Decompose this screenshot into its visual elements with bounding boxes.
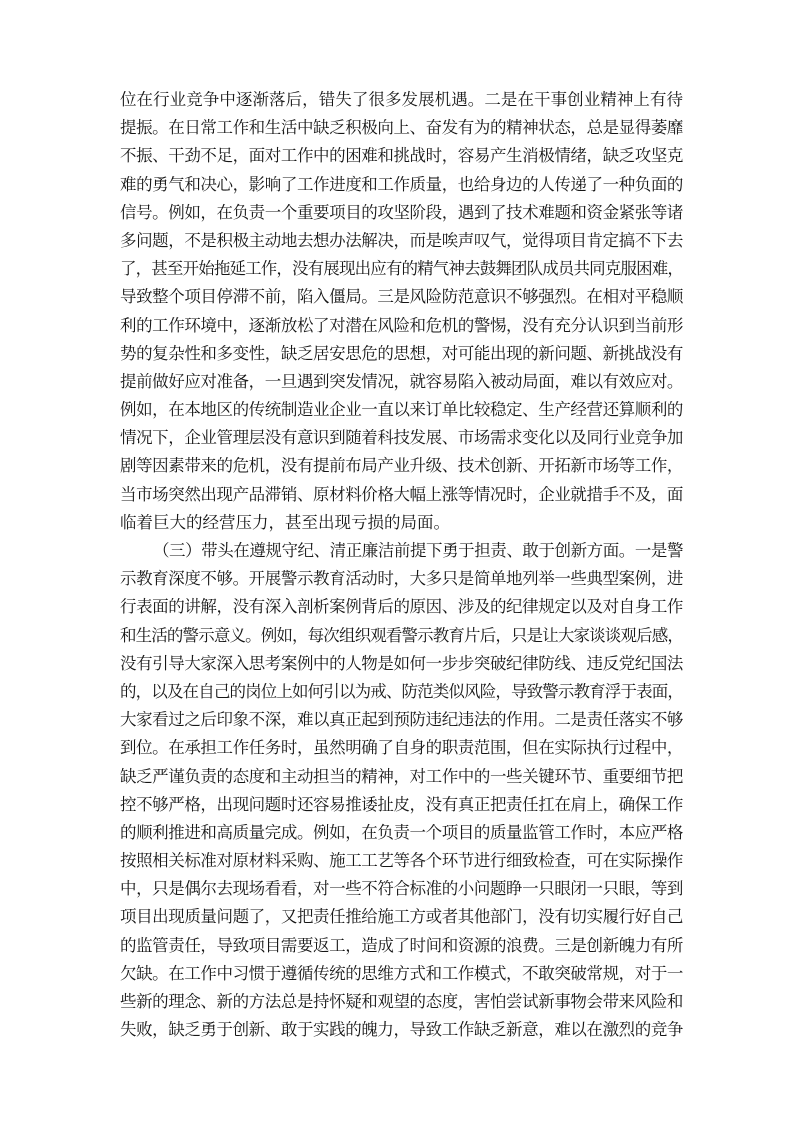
text-line: 信号。例如，在负责一个重要项目的攻坚阶段，遇到了技术难题和资金紧张等诸 (120, 202, 684, 222)
text-line: 缺乏严谨负责的态度和主动担当的精神，对工作中的一些关键环节、重要细节把 (120, 766, 684, 786)
text-line: 不振、干劲不足，面对工作中的困难和挑战时，容易产生消极情绪，缺乏攻坚克 (120, 146, 684, 166)
text-line: 大家看过之后印象不深，难以真正起到预防违纪违法的作用。二是责任落实不够 (120, 710, 684, 730)
text-line: 位在行业竞争中逐渐落后，错失了很多发展机遇。二是在干事创业精神上有待 (120, 90, 683, 109)
text-line: 势的复杂性和多变性，缺乏居安思危的思想，对可能出现的新问题、新挑战没有 (120, 343, 684, 363)
text-line: 剧等因素带来的危机，没有提前布局产业升级、技术创新、开拓新市场等工作， (120, 456, 684, 476)
text-line: 的监管责任，导致项目需要返工，造成了时间和资源的浪费。三是创新魄力有所 (120, 935, 684, 955)
text-line: 项目出现质量问题了，又把责任推给施工方或者其他部门，没有切实履行好自己 (120, 907, 684, 927)
text-line: 些新的理念、新的方法总是持怀疑和观望的态度，害怕尝试新事物会带来风险和 (120, 992, 684, 1011)
text-line: 了，甚至开始拖延工作，没有展现出应有的精气神去鼓舞团队成员共同克服困难， (120, 259, 684, 279)
body-text (120, 86, 683, 1044)
text-line: 提前做好应对准备，一旦遇到突发情况，就容易陷入被动局面，难以有效应对。 (120, 371, 684, 391)
text-line: 示教育深度不够。开展警示教育活动时，大多只是简单地列举一些典型案例，进 (120, 569, 684, 589)
text-line: 失败，缺乏勇于创新、敢于实践的魄力，导致工作缺乏新意，难以在激烈的竞争 (120, 1020, 684, 1040)
text-line: 按照相关标准对原材料采购、施工工艺等各个环节进行细致检查，可在实际操作 (120, 851, 684, 871)
text-line: 和生活的警示意义。例如，每次组织观看警示教育片后，只是让大家谈谈观后感， (120, 625, 684, 645)
text-line: 利的工作环境中，逐渐放松了对潜在风险和危机的警惕，没有充分认识到当前形 (120, 315, 684, 335)
text-line: 当市场突然出现产品滞销、原材料价格大幅上涨等情况时，企业就措手不及，面 (120, 484, 684, 504)
paragraph-section-three (120, 537, 683, 1044)
text-line: 多问题，不是积极主动地去想办法解决，而是唉声叹气，觉得项目肯定搞不下去 (120, 230, 684, 250)
text-line: 的顺利推进和高质量完成。例如，在负责一个项目的质量监管工作时，本应严格 (120, 822, 684, 842)
text-line: 没有引导大家深入思考案例中的人物是如何一步步突破纪律防线、违反党纪国法 (120, 653, 684, 673)
text-line: 控不够严格，出现问题时还容易推诿扯皮，没有真正把责任扛在肩上，确保工作 (120, 794, 684, 814)
text-line: 情况下，企业管理层没有意识到随着科技发展、市场需求变化以及同行业竞争加 (120, 428, 684, 448)
text-line: 例如，在本地区的传统制造业企业一直以来订单比较稳定、生产经营还算顺利的 (120, 400, 684, 420)
section-heading-line: （三）带头在遵规守纪、清正廉洁前提下勇于担责、敢于创新方面。一是警 (153, 541, 684, 560)
text-line: 的，以及在自己的岗位上如何引以为戒、防范类似风险，导致警示教育浮于表面， (120, 681, 684, 701)
text-line: 到位。在承担工作任务时，虽然明确了自身的职责范围，但在实际执行过程中， (120, 738, 684, 758)
text-line: 提振。在日常工作和生活中缺乏积极向上、奋发有为的精神状态，总是显得萎靡 (120, 118, 684, 138)
text-line-paragraph-end: 临着巨大的经营压力，甚至出现亏损的局面。 (120, 512, 450, 532)
paragraph-continued (120, 86, 683, 537)
text-line: 行表面的讲解，没有深入剖析案例背后的原因、涉及的纪律规定以及对自身工作 (120, 597, 684, 617)
text-line: 难的勇气和决心，影响了工作进度和工作质量，也给身边的人传递了一种负面的 (120, 174, 684, 194)
text-line: 导致整个项目停滞不前，陷入僵局。三是风险防范意识不够强烈。在相对平稳顺 (120, 287, 684, 307)
text-line: 中，只是偶尔去现场看看，对一些不符合标准的小问题睁一只眼闭一只眼，等到 (120, 879, 684, 899)
text-line: 欠缺。在工作中习惯于遵循传统的思维方式和工作模式，不敢突破常规，对于一 (120, 963, 684, 983)
